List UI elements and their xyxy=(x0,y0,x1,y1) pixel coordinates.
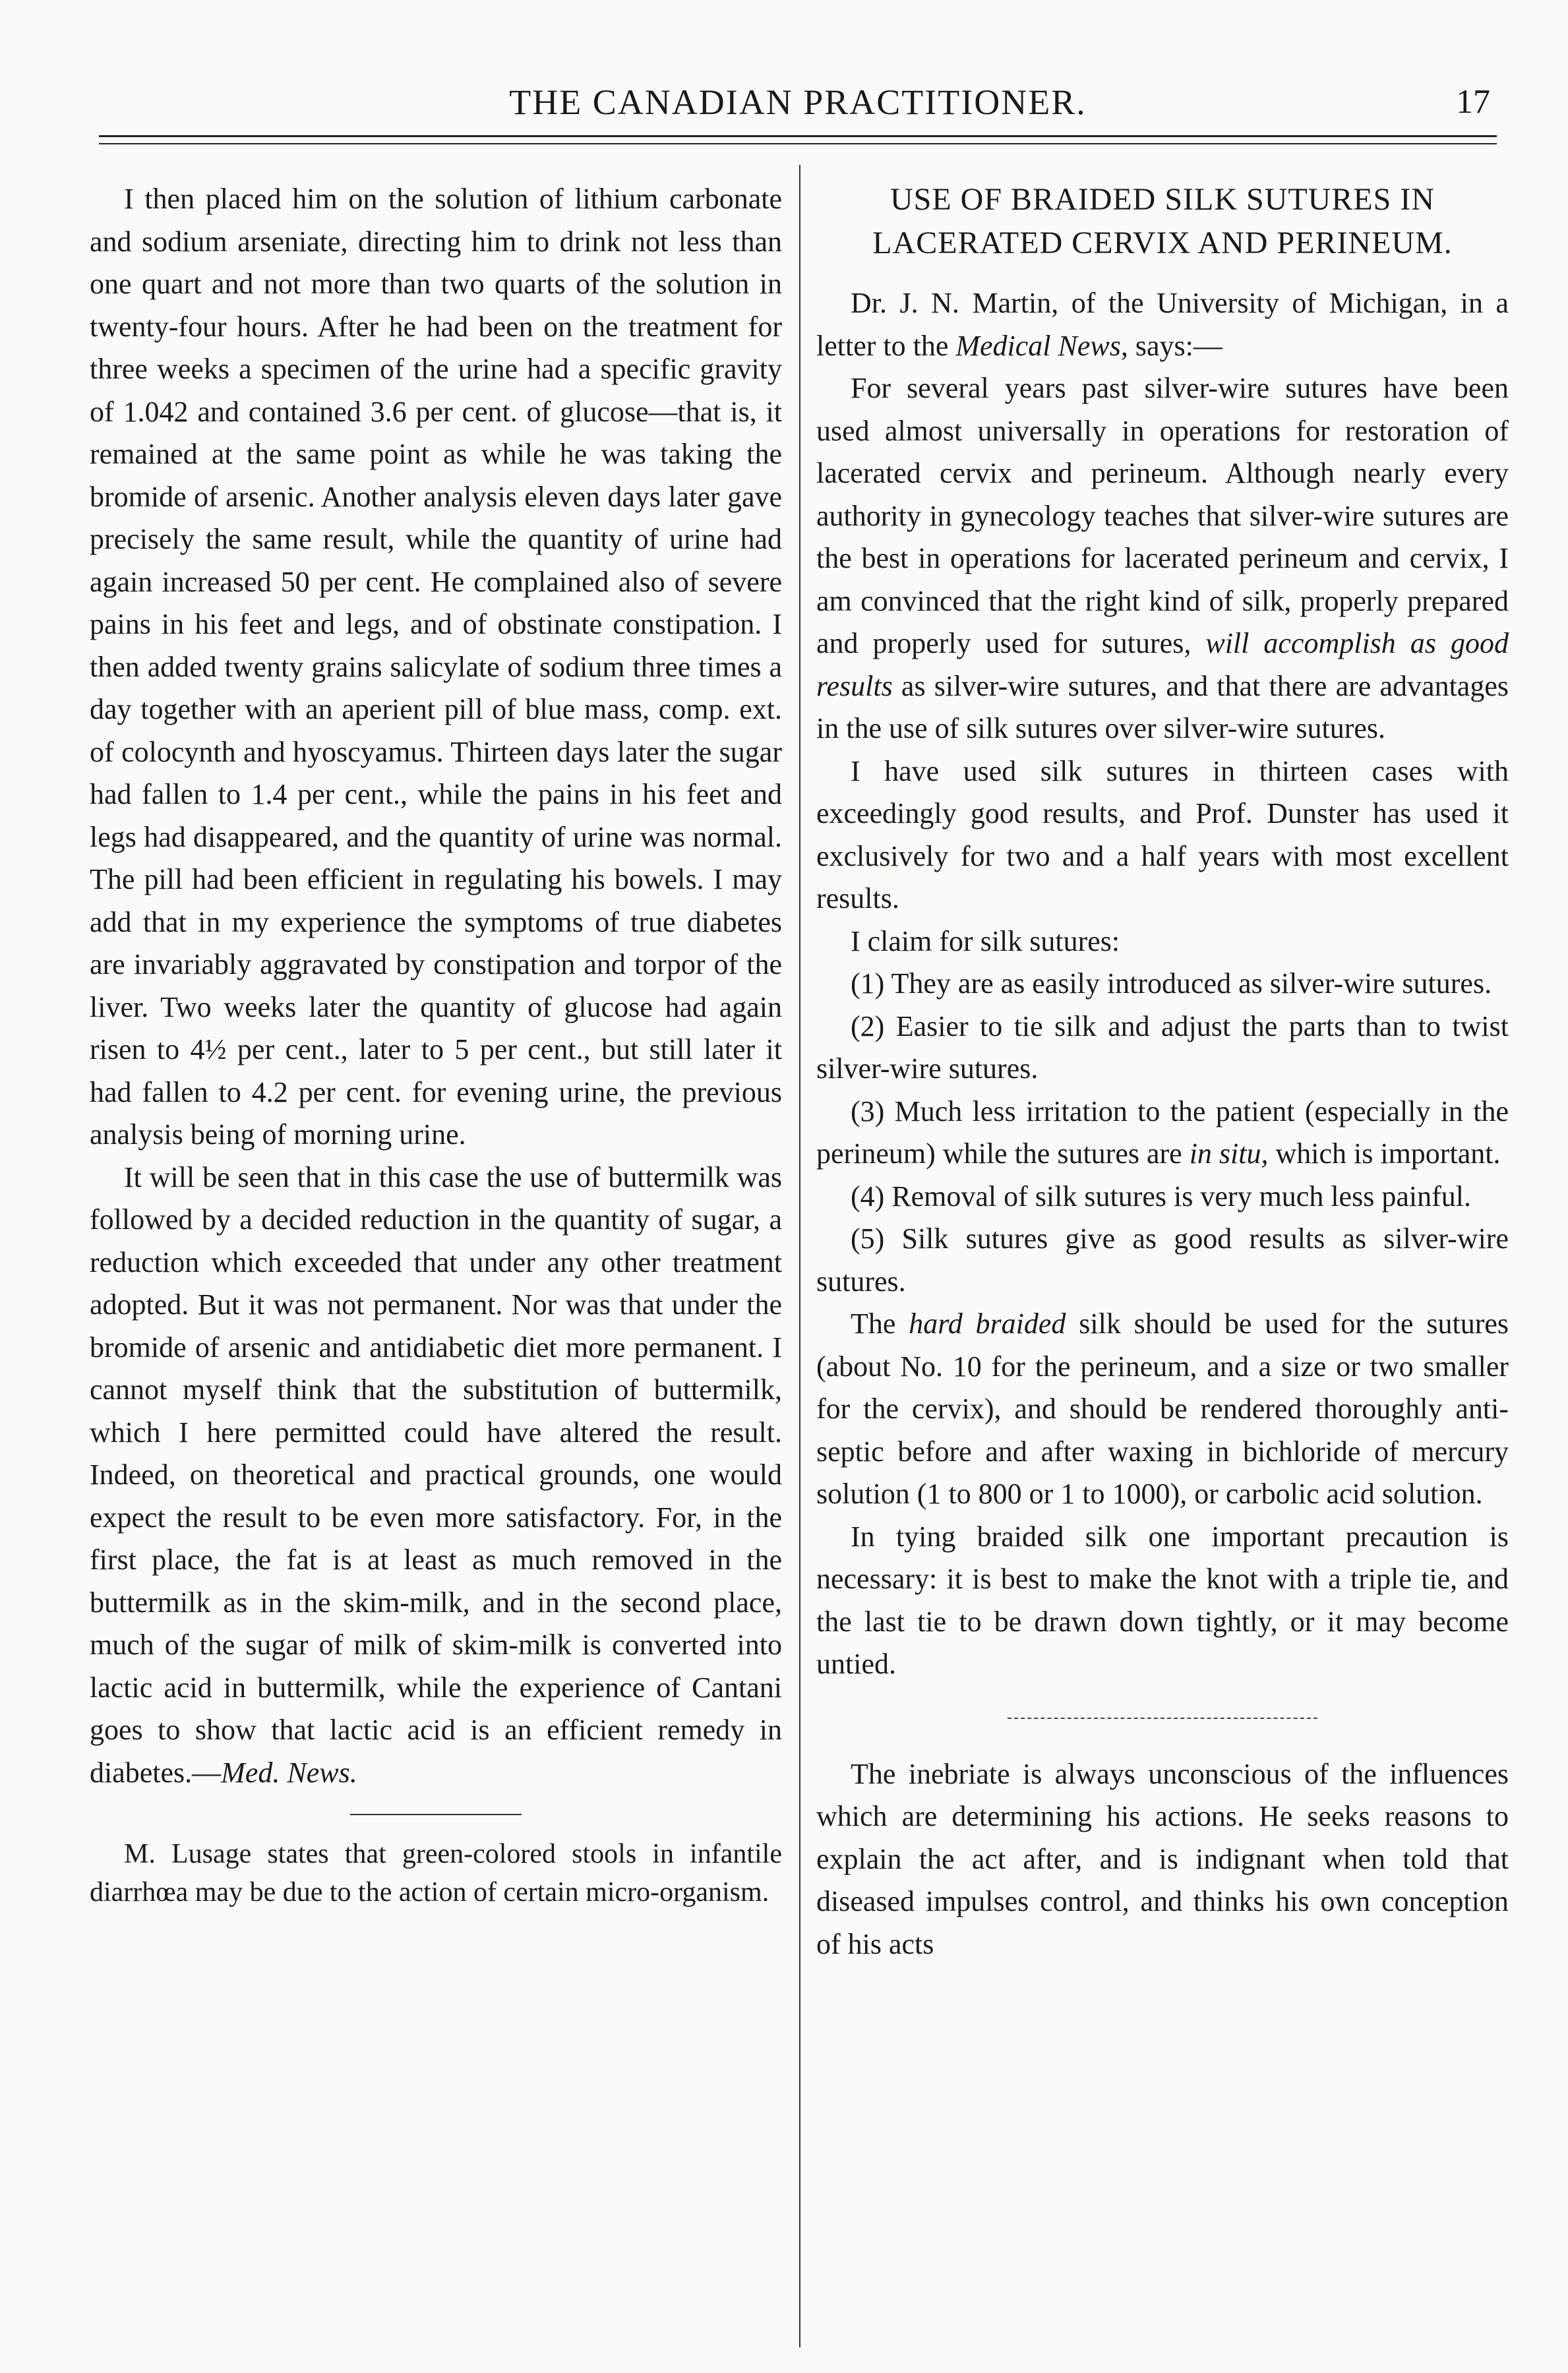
page-header xyxy=(92,79,1503,138)
intro-text-end: says:— xyxy=(1128,329,1222,362)
header-rule-thin xyxy=(99,143,1497,144)
article-paragraph: In tying braided silk one important precaution is necessary: it is best to make the knot with a triple tie, and the last tie to be drawn down tightly, or it may become untied. xyxy=(816,1520,1509,1680)
article-paragraph xyxy=(90,1156,782,1795)
column-divider xyxy=(799,165,800,2347)
article-paragraph: I then placed him on the solution of lithium carbonate and sodium arseniate, directing him to drink not less than one quart and not more than two quarts of the solution in twenty-four hours. After he had been on the treatment for three weeks a specimen of the urine had a specific gravity of 1.042 and contained 3.6 per cent. of glucose—that is, it remained at the same point as while he was taking the bromide of arsenic. Another analysis eleven days later gave precisely the same result, while the quantity of urine had again increased 50 per cent. He complained also of severe pains in his feet and legs, and of obstinate constipation. I then added twenty grains salicylate of sodium three times a day together with an aperient pill of blue mass, comp. ext. of colocynth and hyoscyamus. Thirteen days later the sugar had fallen to 1.4 per cent., while the pains in his feet and legs had disappeared, and the quantity of urine was normal. The pill had been efficient in regulating his bowels. I may add that in my experience the symptoms of true diabetes are invariably aggravated by constipation and torpor of the liver. Two weeks later the quantity of glucose had again risen to 4½ per cent., later to 5 per cent., but still later it had fallen to 4.2 per cent. for evening urine, the previous analysis being of morning urine. xyxy=(90,183,782,1151)
article-paragraph xyxy=(816,367,1509,750)
running-title: THE CANADIAN PRACTITIONER. xyxy=(509,82,1087,122)
source-citation: Med. News. xyxy=(221,1756,357,1789)
section-divider xyxy=(350,1814,522,1815)
section-divider xyxy=(1008,1718,1317,1719)
page-number: 17 xyxy=(1456,83,1490,121)
emphasis-text: in situ, xyxy=(1189,1137,1269,1170)
intro-text: Dr. J. N. Martin, of the University of Michigan, in a letter to the xyxy=(816,287,1509,362)
paragraph-text-end: silk should be used for the sutures (about No. 10 for the perineum, and a size or two smaller for the cervix), and should be rendered thoroughly anti-septic before and after waxing in bichloride of mercury solution (1 to 800 or 1 to 1000), or carbolic acid solution. xyxy=(816,1307,1509,1510)
paragraph-text: It will be seen that in this case the use of buttermilk was followed by a decided reduction in the quantity of sugar, a reduction which exceeded that under any other treatment adopted. But it was not permanent. Nor was that under the bromide of arsenic and antidiabetic diet more permanent. I cannot myself think that the substitution of buttermilk, which I here permitted could have altered the result. Indeed, on theoretical and practical grounds, one would expect the result to be even more satisfactory. For, in the first place, the fat is at least as much removed in the buttermilk as in the skim-milk, and in the second place, much of the sugar of milk of skim-milk is converted into lactic acid in buttermilk, while the experience of Cantani goes to show that lactic acid is an efficient remedy in diabetes.— xyxy=(90,1160,782,1789)
claim-item: (1) They are as easily introduced as silver-wire sutures. xyxy=(851,967,1492,1000)
header-rule xyxy=(99,135,1497,137)
claim-text: (3) Much less irritation to the patient (especially in the perineum) while the sutures are xyxy=(816,1095,1509,1170)
paragraph-text-end: as silver-wire sutures, and that there are advantages in the use of silk sutures over silver-wire sutures. xyxy=(816,669,1509,744)
brief-note: M. Lusage states that green-colored stools in infantile diarrhœa may be due to the action of certain micro-organism. xyxy=(90,1839,782,1907)
article-intro xyxy=(816,282,1509,367)
emphasis-text: hard braided xyxy=(909,1307,1066,1340)
claim-item xyxy=(816,1091,1509,1176)
claim-item: (4) Removal of silk sutures is very much less painful. xyxy=(851,1180,1471,1213)
article-paragraph: I have used silk sutures in thirteen cases with exceedingly good results, and Prof. Dunster has used it exclusively for two and a half years with most excellent results. xyxy=(816,754,1509,915)
left-column xyxy=(90,178,782,1911)
claim-text-end: which is important. xyxy=(1268,1137,1501,1170)
journal-name: Medical News, xyxy=(955,329,1128,362)
article-paragraph: The inebriate is always unconscious of the influences which are determining his actions. He seeks reasons to explain the act after, and is indignant when told that diseased impulses control, and thinks his own conception of his acts xyxy=(816,1757,1509,1960)
paragraph-text: The xyxy=(851,1307,909,1340)
right-column xyxy=(816,178,1509,1966)
emphasis-text: will accomplish as good results xyxy=(816,627,1509,702)
article-paragraph xyxy=(816,1303,1509,1516)
paragraph-text: For several years past silver-wire sutures have been used almost universally in operations for restoration of lacerated cervix and perineum. Although nearly every authority in gynecology teaches that silver-wire sutures are the best in operations for lacerated perineum and cervix, I am convinced that the right kind of silk, properly prepared and properly used for sutures, xyxy=(816,372,1509,659)
claim-item: (2) Easier to tie silk and adjust the parts than to twist silver-wire sutures. xyxy=(816,1009,1509,1085)
claim-item: (5) Silk sutures give as good results as silver-wire sutures. xyxy=(816,1222,1509,1298)
article-paragraph: I claim for silk sutures: xyxy=(851,924,1120,957)
article-title: USE OF BRAIDED SILK SUTURES IN LACERATED CERVIX AND PERINEUM. xyxy=(872,182,1453,260)
